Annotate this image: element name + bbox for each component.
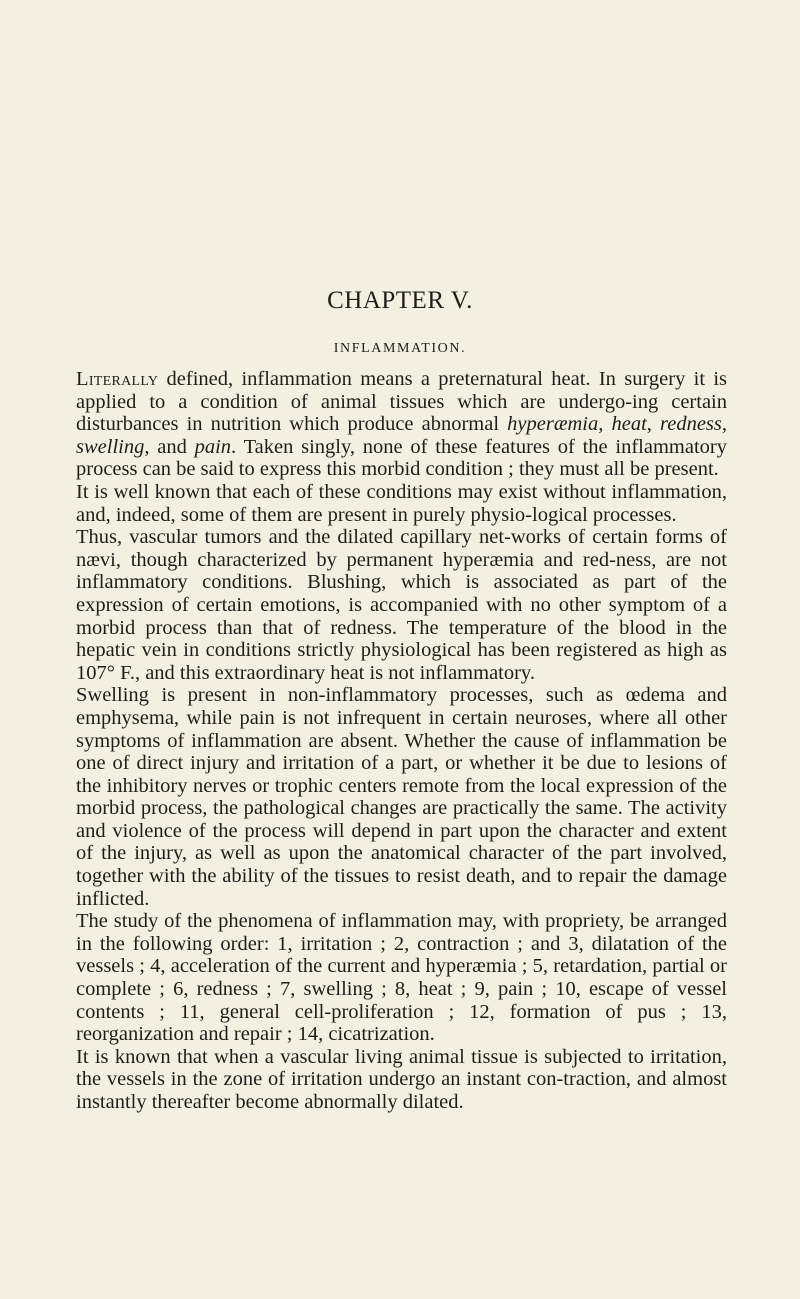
chapter-heading: CHAPTER V.: [327, 287, 473, 314]
italic-term: heat: [611, 413, 647, 436]
italic-term: redness: [660, 413, 722, 436]
paragraph: [76, 684, 727, 910]
text-run: Thus, vascular tumors and the dilated capillary net-works of certain forms of nævi, though characterized by permanent hyperæmia and red-ness, are not inflammatory conditions. Blushing, which is associated as part of the expression of certain emotions, is accompanied with no other symptom of a morbid process than that of redness. The temperature of the blood in the hepatic vein in conditions strictly physiological has been registered as high as 107° F., and this extraordinary heat is not inflammatory.: [76, 526, 727, 684]
text-run: ,: [646, 413, 661, 436]
italic-term: hyperæmia: [507, 413, 599, 436]
paragraph-lead-word: Literally: [76, 368, 159, 390]
text-run: It is known that when a vascular living animal tissue is subjected to irritation, the vessels in the zone of irritation undergo an instant con-traction, and almost instantly thereafter become abnormally dilated.: [76, 1045, 727, 1113]
section-heading: INFLAMMATION.: [333, 341, 467, 356]
paragraph: [76, 481, 727, 526]
text-run: Swelling is present in non-inflammatory processes, such as œdema and emphysema, while pain is not infrequent in certain neuroses, where all other symptoms of inflammation are absent. Whether the cause of inflammation be one of direct injury and irritation of a part, or whether it be due to lesions of the inhibitory nerves or trophic centers remote from the local expression of the morbid process, the pathological changes are practically the same. The activity and violence of the process will depend in part upon the character and extent of the injury, as well as upon the anatomical character of the part involved, together with the ability of the tissues to resist death, and to repair the damage inflicted.: [76, 684, 727, 910]
paragraph: [76, 368, 727, 481]
text-run: defined, inflammation means a preternatural heat. In surgery it is applied to a condition of animal tissues which are undergo-ing certain disturbances in nutrition which produce abnormal: [76, 368, 727, 436]
italic-term: pain: [194, 435, 232, 458]
text-run: The study of the phenomena of inflammation may, with propriety, be arranged in the following order: 1, irritation ; 2, contraction ; and 3, dilatation of the vessels ; 4, acceleration of the current and hyperæmia ; 5, retardation, partial or complete ; 6, redness ; 7, swelling ; 8, heat ; 9, pain ; 10, escape of vessel contents ; 11, general cell-proliferation ; 12, formation of pus ; 13, reorganization and repair ; 14, cicatrization.: [76, 910, 727, 1046]
italic-term: swelling: [76, 435, 145, 458]
body-text: [76, 368, 727, 1114]
text-run: It is well known that each of these conditions may exist without inflammation, and, indeed, some of them are present in purely physio-logical processes.: [76, 480, 727, 526]
text-run: ,: [598, 413, 612, 436]
paragraph: [76, 910, 727, 1046]
text-run: ,: [721, 413, 728, 436]
paragraph: [76, 526, 727, 684]
text-run: , and: [144, 435, 195, 458]
text-run: . Taken singly, none of these features of the inflammatory process can be said to express this morbid condition ; they must all be present.: [76, 435, 727, 481]
paragraph: [76, 1046, 727, 1114]
